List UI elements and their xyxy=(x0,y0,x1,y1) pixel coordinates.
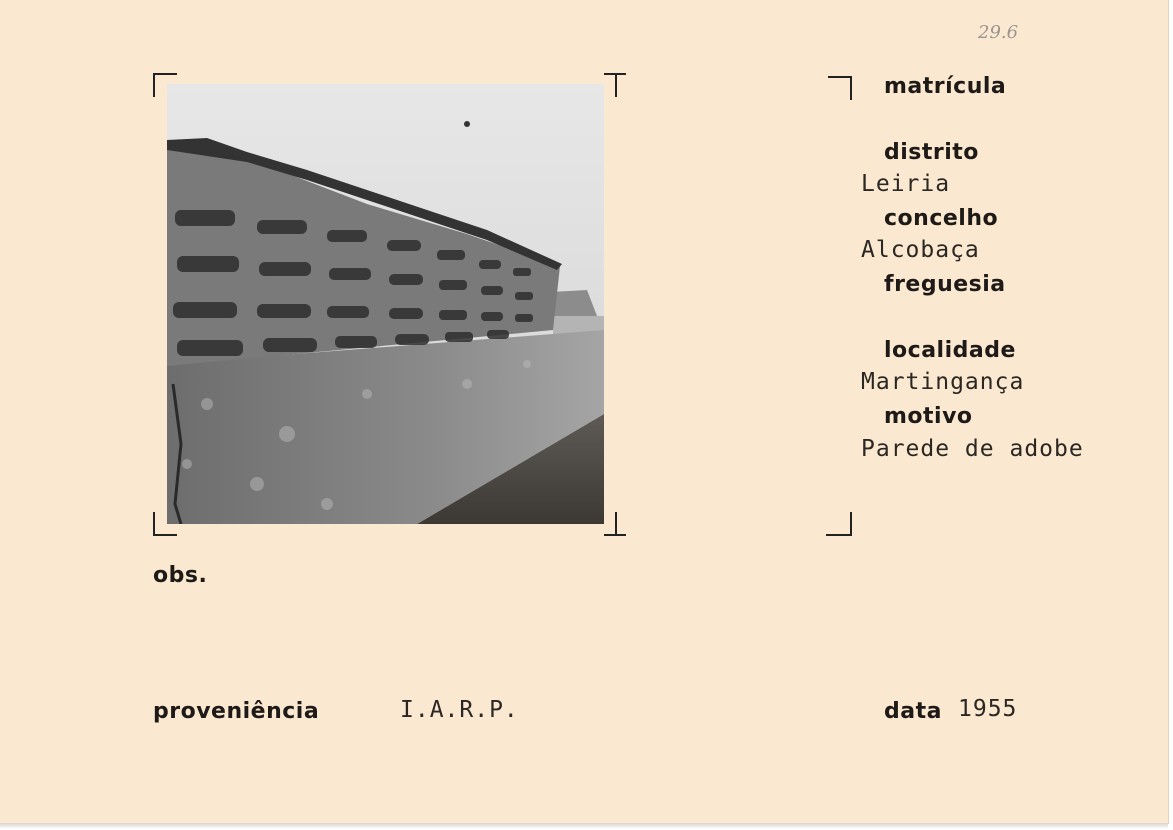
archive-number: 29.6 xyxy=(978,22,1019,43)
label-motivo: motivo xyxy=(884,404,973,429)
label-matricula: matrícula xyxy=(884,74,1007,99)
photo-corner-top-right xyxy=(604,73,626,97)
label-distrito: distrito xyxy=(884,140,979,165)
value-motivo: Parede de adobe xyxy=(861,436,1084,462)
info-corner-top xyxy=(828,76,852,100)
info-corner-bottom xyxy=(826,512,852,536)
label-concelho: concelho xyxy=(884,206,999,231)
value-distrito: Leiria xyxy=(861,171,951,197)
label-freguesia: freguesia xyxy=(884,272,1006,297)
label-data: data xyxy=(884,699,942,724)
value-localidade: Martingança xyxy=(861,369,1025,395)
photo-corner-bottom-right xyxy=(604,512,626,536)
value-proveniencia: I.A.R.P. xyxy=(400,697,519,723)
value-concelho: Alcobaça xyxy=(861,237,980,263)
photo-adobe-wall xyxy=(167,84,604,524)
label-obs: obs. xyxy=(153,563,208,588)
label-localidade: localidade xyxy=(884,338,1016,363)
label-proveniencia: proveniência xyxy=(153,699,320,724)
value-data: 1955 xyxy=(958,696,1018,722)
